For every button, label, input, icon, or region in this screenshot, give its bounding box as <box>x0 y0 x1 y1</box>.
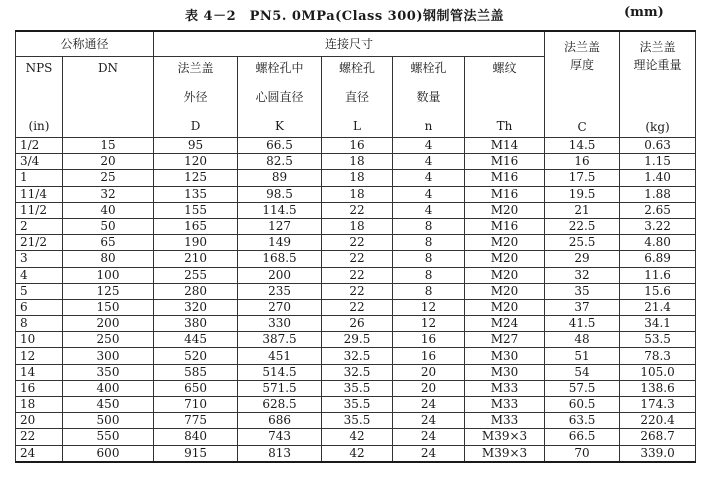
cell-dn: 550 <box>63 429 154 445</box>
table-row <box>16 299 696 315</box>
cell-nps: 21/2 <box>16 235 63 251</box>
cell-dn: 600 <box>63 445 154 462</box>
table-row <box>16 138 696 154</box>
cell-nps: 10 <box>16 332 63 348</box>
cell-thread: M16 <box>465 154 545 170</box>
cell-thickness: 22.5 <box>545 218 620 234</box>
cell-thickness: 32 <box>545 267 620 283</box>
cell-bolt-circle: 98.5 <box>238 186 322 202</box>
cell-bolt-count: 8 <box>393 218 465 234</box>
cell-weight: 138.6 <box>620 380 696 396</box>
cell-outer-diameter: 210 <box>154 251 238 267</box>
cell-outer-diameter: 95 <box>154 138 238 154</box>
header-bolt-hole: 螺栓孔 直径 L <box>322 57 393 138</box>
table-row <box>16 364 696 380</box>
header-thread: 螺纹 Th <box>465 57 545 138</box>
cell-weight: 1.88 <box>620 186 696 202</box>
cell-bolt-circle: 89 <box>238 170 322 186</box>
cell-outer-diameter: 915 <box>154 445 238 462</box>
cell-thread: M39×3 <box>465 429 545 445</box>
cell-thread: M20 <box>465 235 545 251</box>
cell-bolt-circle: 168.5 <box>238 251 322 267</box>
cell-thread: M39×3 <box>465 445 545 462</box>
table-row <box>16 283 696 299</box>
cell-bolt-hole: 22 <box>322 235 393 251</box>
cell-bolt-hole: 35.5 <box>322 413 393 429</box>
cell-weight: 15.6 <box>620 283 696 299</box>
cell-outer-diameter: 710 <box>154 397 238 413</box>
header-row-groups <box>16 31 696 57</box>
cell-bolt-circle: 270 <box>238 299 322 315</box>
cell-bolt-count: 8 <box>393 235 465 251</box>
cell-weight: 78.3 <box>620 348 696 364</box>
cell-bolt-hole: 35.5 <box>322 380 393 396</box>
cell-outer-diameter: 650 <box>154 380 238 396</box>
table-row <box>16 267 696 283</box>
table-body <box>16 138 696 462</box>
cell-bolt-hole: 35.5 <box>322 397 393 413</box>
cell-bolt-hole: 42 <box>322 445 393 462</box>
cell-bolt-hole: 22 <box>322 299 393 315</box>
cell-bolt-circle: 743 <box>238 429 322 445</box>
table-unit: (mm) <box>624 5 664 20</box>
header-nps: NPS (in) <box>16 57 63 138</box>
cell-bolt-count: 4 <box>393 154 465 170</box>
cell-bolt-hole: 22 <box>322 283 393 299</box>
cell-outer-diameter: 320 <box>154 299 238 315</box>
cell-nps: 16 <box>16 380 63 396</box>
cell-bolt-circle: 235 <box>238 283 322 299</box>
cell-nps: 12 <box>16 348 63 364</box>
header-bolt-circle: 螺栓孔中 心圆直径 K <box>238 57 322 138</box>
cell-thickness: 25.5 <box>545 235 620 251</box>
cell-outer-diameter: 135 <box>154 186 238 202</box>
cell-dn: 40 <box>63 202 154 218</box>
cell-thickness: 14.5 <box>545 138 620 154</box>
cell-outer-diameter: 585 <box>154 364 238 380</box>
cell-dn: 400 <box>63 380 154 396</box>
cell-nps: 6 <box>16 299 63 315</box>
cell-outer-diameter: 165 <box>154 218 238 234</box>
cell-bolt-hole: 26 <box>322 316 393 332</box>
cell-thickness: 54 <box>545 364 620 380</box>
cell-thread: M20 <box>465 267 545 283</box>
cell-bolt-count: 4 <box>393 170 465 186</box>
cell-thickness: 60.5 <box>545 397 620 413</box>
cell-weight: 339.0 <box>620 445 696 462</box>
cell-thread: M33 <box>465 380 545 396</box>
cell-bolt-count: 12 <box>393 299 465 315</box>
cell-nps: 1/2 <box>16 138 63 154</box>
table-row <box>16 413 696 429</box>
cell-weight: 53.5 <box>620 332 696 348</box>
cell-dn: 125 <box>63 283 154 299</box>
cell-outer-diameter: 520 <box>154 348 238 364</box>
cell-thread: M16 <box>465 170 545 186</box>
cell-thread: M33 <box>465 397 545 413</box>
cell-weight: 6.89 <box>620 251 696 267</box>
cell-weight: 0.63 <box>620 138 696 154</box>
cell-thread: M16 <box>465 186 545 202</box>
cell-dn: 500 <box>63 413 154 429</box>
cell-nps: 11/2 <box>16 202 63 218</box>
cell-bolt-hole: 32.5 <box>322 348 393 364</box>
cell-weight: 174.3 <box>620 397 696 413</box>
cell-weight: 21.4 <box>620 299 696 315</box>
cell-outer-diameter: 380 <box>154 316 238 332</box>
cell-outer-diameter: 125 <box>154 170 238 186</box>
cell-bolt-hole: 18 <box>322 170 393 186</box>
cell-nps: 8 <box>16 316 63 332</box>
cell-weight: 2.65 <box>620 202 696 218</box>
header-bolt-count: 螺栓孔 数量 n <box>393 57 465 138</box>
cell-thickness: 35 <box>545 283 620 299</box>
cell-nps: 2 <box>16 218 63 234</box>
cell-dn: 150 <box>63 299 154 315</box>
cell-bolt-hole: 22 <box>322 267 393 283</box>
cell-bolt-circle: 66.5 <box>238 138 322 154</box>
cell-bolt-count: 20 <box>393 364 465 380</box>
cell-outer-diameter: 190 <box>154 235 238 251</box>
cell-bolt-count: 24 <box>393 413 465 429</box>
cell-bolt-circle: 200 <box>238 267 322 283</box>
cell-weight: 34.1 <box>620 316 696 332</box>
cell-thread: M16 <box>465 218 545 234</box>
table-caption <box>0 0 708 30</box>
cell-dn: 100 <box>63 267 154 283</box>
header-thickness: 法兰盖 厚度 C <box>545 31 620 138</box>
cell-bolt-circle: 114.5 <box>238 202 322 218</box>
cell-dn: 350 <box>63 364 154 380</box>
cell-outer-diameter: 280 <box>154 283 238 299</box>
table-row <box>16 186 696 202</box>
cell-dn: 300 <box>63 348 154 364</box>
table-row <box>16 251 696 267</box>
cell-bolt-hole: 22 <box>322 251 393 267</box>
cell-bolt-count: 4 <box>393 186 465 202</box>
cell-nps: 20 <box>16 413 63 429</box>
cell-thread: M20 <box>465 283 545 299</box>
cell-bolt-count: 24 <box>393 397 465 413</box>
cell-dn: 20 <box>63 154 154 170</box>
cell-bolt-count: 24 <box>393 445 465 462</box>
cell-bolt-hole: 22 <box>322 202 393 218</box>
cell-thread: M20 <box>465 251 545 267</box>
cell-dn: 15 <box>63 138 154 154</box>
cell-bolt-count: 16 <box>393 332 465 348</box>
cell-dn: 200 <box>63 316 154 332</box>
cell-weight: 11.6 <box>620 267 696 283</box>
cell-thickness: 66.5 <box>545 429 620 445</box>
cell-outer-diameter: 120 <box>154 154 238 170</box>
cell-thickness: 16 <box>545 154 620 170</box>
table-row <box>16 218 696 234</box>
cell-bolt-circle: 330 <box>238 316 322 332</box>
cell-thread: M20 <box>465 299 545 315</box>
header-connection-group: 连接尺寸 <box>154 31 545 57</box>
cell-nps: 18 <box>16 397 63 413</box>
cell-outer-diameter: 775 <box>154 413 238 429</box>
cell-bolt-count: 4 <box>393 138 465 154</box>
cell-bolt-count: 8 <box>393 283 465 299</box>
cell-dn: 250 <box>63 332 154 348</box>
table-row <box>16 316 696 332</box>
cell-outer-diameter: 255 <box>154 267 238 283</box>
cell-bolt-circle: 571.5 <box>238 380 322 396</box>
cell-bolt-circle: 127 <box>238 218 322 234</box>
cell-bolt-hole: 29.5 <box>322 332 393 348</box>
cell-bolt-count: 12 <box>393 316 465 332</box>
cell-bolt-circle: 686 <box>238 413 322 429</box>
cell-bolt-circle: 149 <box>238 235 322 251</box>
cell-dn: 25 <box>63 170 154 186</box>
cell-thickness: 57.5 <box>545 380 620 396</box>
table-row <box>16 154 696 170</box>
cell-bolt-hole: 32.5 <box>322 364 393 380</box>
cell-nps: 11/4 <box>16 186 63 202</box>
cell-bolt-hole: 18 <box>322 154 393 170</box>
cell-bolt-count: 16 <box>393 348 465 364</box>
cell-bolt-circle: 451 <box>238 348 322 364</box>
cell-thread: M30 <box>465 348 545 364</box>
cell-bolt-hole: 42 <box>322 429 393 445</box>
cell-weight: 1.40 <box>620 170 696 186</box>
cell-weight: 3.22 <box>620 218 696 234</box>
cell-bolt-count: 8 <box>393 267 465 283</box>
cell-weight: 268.7 <box>620 429 696 445</box>
cell-dn: 450 <box>63 397 154 413</box>
cell-weight: 220.4 <box>620 413 696 429</box>
cell-thickness: 51 <box>545 348 620 364</box>
flange-cover-table <box>15 30 696 463</box>
header-weight: 法兰盖 理论重量 (kg) <box>620 31 696 138</box>
cell-thickness: 70 <box>545 445 620 462</box>
cell-thread: M24 <box>465 316 545 332</box>
cell-nps: 3 <box>16 251 63 267</box>
cell-bolt-circle: 387.5 <box>238 332 322 348</box>
cell-thickness: 48 <box>545 332 620 348</box>
cell-dn: 80 <box>63 251 154 267</box>
cell-thickness: 17.5 <box>545 170 620 186</box>
cell-nps: 24 <box>16 445 63 462</box>
cell-bolt-count: 20 <box>393 380 465 396</box>
cell-thickness: 21 <box>545 202 620 218</box>
table-row <box>16 445 696 462</box>
cell-weight: 4.80 <box>620 235 696 251</box>
table-row <box>16 202 696 218</box>
cell-outer-diameter: 840 <box>154 429 238 445</box>
cell-nps: 4 <box>16 267 63 283</box>
cell-thickness: 37 <box>545 299 620 315</box>
table-row <box>16 429 696 445</box>
cell-dn: 65 <box>63 235 154 251</box>
cell-nps: 5 <box>16 283 63 299</box>
cell-weight: 105.0 <box>620 364 696 380</box>
cell-nps: 22 <box>16 429 63 445</box>
cell-nps: 14 <box>16 364 63 380</box>
cell-dn: 32 <box>63 186 154 202</box>
table-row <box>16 397 696 413</box>
table-title: 表 4－2 PN5. 0MPa(Class 300)钢制管法兰盖 <box>185 9 504 24</box>
cell-dn: 50 <box>63 218 154 234</box>
table-row <box>16 332 696 348</box>
cell-bolt-hole: 18 <box>322 218 393 234</box>
table-row <box>16 235 696 251</box>
table-row <box>16 170 696 186</box>
table-row <box>16 380 696 396</box>
cell-bolt-count: 4 <box>393 202 465 218</box>
cell-thread: M27 <box>465 332 545 348</box>
cell-weight: 1.15 <box>620 154 696 170</box>
cell-bolt-circle: 82.5 <box>238 154 322 170</box>
cell-thickness: 63.5 <box>545 413 620 429</box>
cell-thread: M33 <box>465 413 545 429</box>
cell-outer-diameter: 155 <box>154 202 238 218</box>
cell-nps: 3/4 <box>16 154 63 170</box>
cell-bolt-circle: 514.5 <box>238 364 322 380</box>
cell-outer-diameter: 445 <box>154 332 238 348</box>
cell-bolt-circle: 628.5 <box>238 397 322 413</box>
cell-thickness: 19.5 <box>545 186 620 202</box>
cell-bolt-count: 8 <box>393 251 465 267</box>
cell-thread: M14 <box>465 138 545 154</box>
header-dn: DN <box>63 57 154 138</box>
cell-bolt-count: 24 <box>393 429 465 445</box>
header-nominal-group: 公称通径 <box>16 31 154 57</box>
cell-bolt-hole: 18 <box>322 186 393 202</box>
table-row <box>16 348 696 364</box>
cell-bolt-hole: 16 <box>322 138 393 154</box>
cell-thickness: 41.5 <box>545 316 620 332</box>
cell-nps: 1 <box>16 170 63 186</box>
header-outer-diameter: 法兰盖 外径 D <box>154 57 238 138</box>
cell-thread: M20 <box>465 202 545 218</box>
cell-bolt-circle: 813 <box>238 445 322 462</box>
cell-thread: M30 <box>465 364 545 380</box>
cell-thickness: 29 <box>545 251 620 267</box>
